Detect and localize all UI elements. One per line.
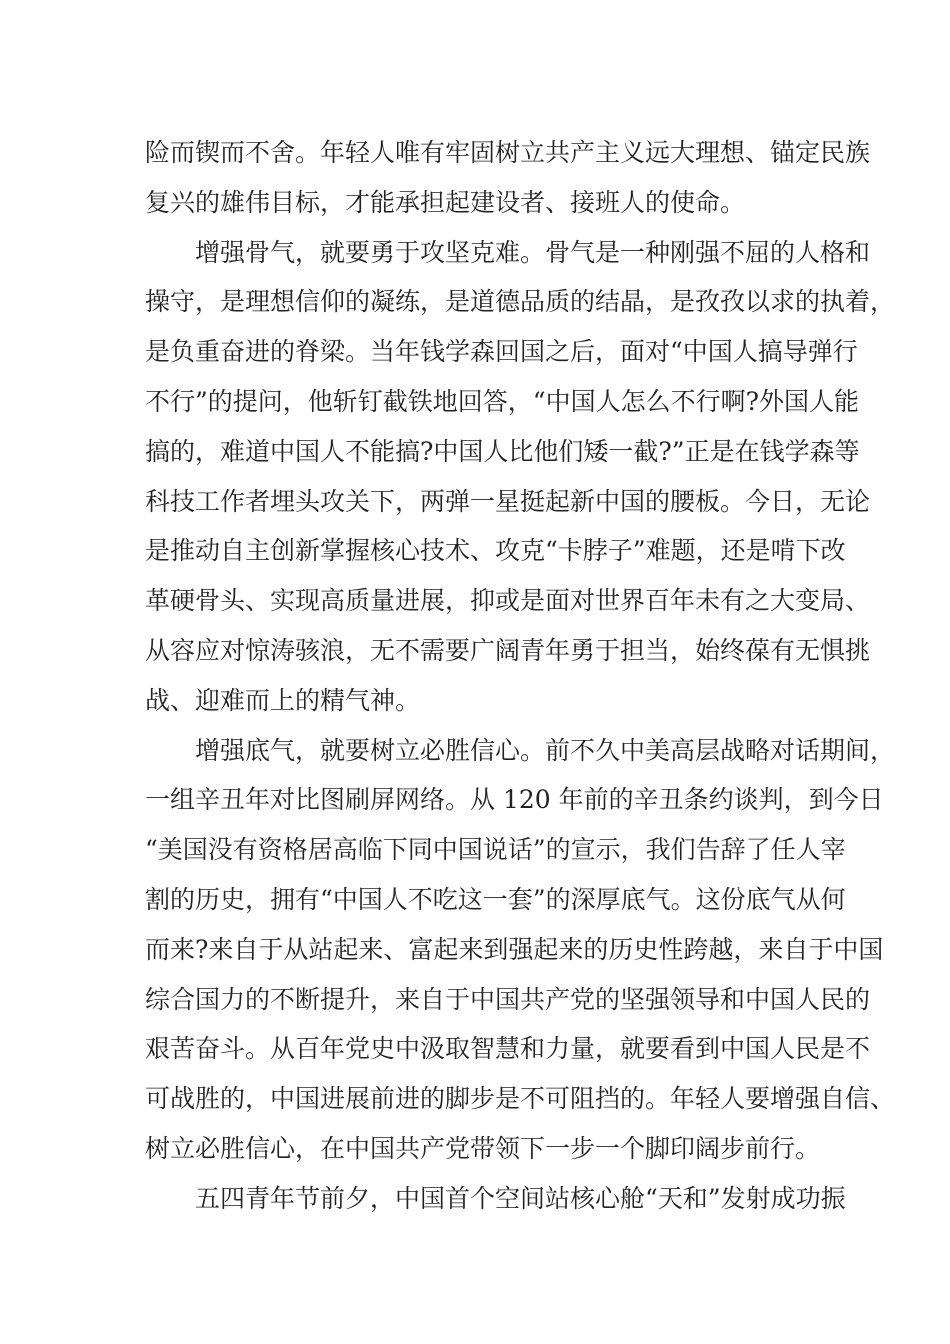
text-line: 综合国力的不断提升，来自于中国共产党的坚强领导和中国人民的 bbox=[145, 984, 871, 1014]
text-line: 是负重奋进的脊梁。当年钱学森回国之后，面对“中国人搞导弹行 bbox=[145, 337, 858, 367]
text-line: 从容应对惊涛骇浪，无不需要广阔青年勇于担当，始终葆有无惧挑 bbox=[145, 635, 871, 665]
document-body bbox=[145, 128, 896, 1224]
text-line: 战、迎难而上的精气神。 bbox=[145, 685, 421, 715]
text-line: 树立必胜信心，在中国共产党带领下一步一个脚印阔步前行。 bbox=[145, 1133, 821, 1163]
text-line: 革硬骨头、实现高质量进展，抑或是面对世界百年未有之大变局、 bbox=[145, 586, 871, 616]
paragraph-first-line: 五四青年节前夕，中国首个空间站核心舱“天和”发射成功振 bbox=[195, 1183, 846, 1213]
text-line: 一组辛丑年对比图刷屏网络。从 120 年前的辛丑条约谈判，到今日 bbox=[145, 785, 884, 815]
paragraph-first-line: 增强底气，就要树立必胜信心。前不久中美高层战略对话期间， bbox=[195, 735, 896, 765]
text-line: 复兴的雄伟目标，才能承担起建设者、接班人的使命。 bbox=[145, 187, 746, 217]
text-line: 艰苦奋斗。从百年党史中汲取智慧和力量，就要看到中国人民是不 bbox=[145, 1034, 871, 1064]
text-line: 险而锲而不舍。年轻人唯有牢固树立共产主义远大理想、锚定民族 bbox=[145, 138, 871, 167]
text-line: 而来?来自于从站起来、富起来到强起来的历史性跨越，来自于中国 bbox=[145, 934, 884, 964]
text-line: “美国没有资格居高临下同中国说话”的宣示，我们告辞了任人宰 bbox=[145, 835, 846, 865]
text-line: 科技工作者埋头攻关下，两弹一星挺起新中国的腰板。今日，无论 bbox=[145, 486, 871, 516]
text-line: 割的历史，拥有“中国人不吃这一套”的深厚底气。这份底气从何 bbox=[145, 884, 846, 914]
text-line: 不行”的提问，他斩钉截铁地回答，“中国人怎么不行啊?外国人能 bbox=[145, 386, 859, 416]
text-line: 可战胜的，中国进展前进的脚步是不可阻挡的。年轻人要增强自信、 bbox=[145, 1084, 896, 1114]
text-line: 搞的，难道中国人不能搞?中国人比他们矮一截?”正是在钱学森等 bbox=[145, 436, 860, 466]
text-line: 是推动自主创新掌握核心技术、攻克“卡脖子”难题，还是啃下改 bbox=[145, 536, 846, 566]
paragraph-first-line: 增强骨气，就要勇于攻坚克难。骨气是一种刚强不屈的人格和 bbox=[195, 237, 871, 267]
text-line: 操守，是理想信仰的凝练，是道德品质的结晶，是孜孜以求的执着， bbox=[145, 287, 896, 317]
